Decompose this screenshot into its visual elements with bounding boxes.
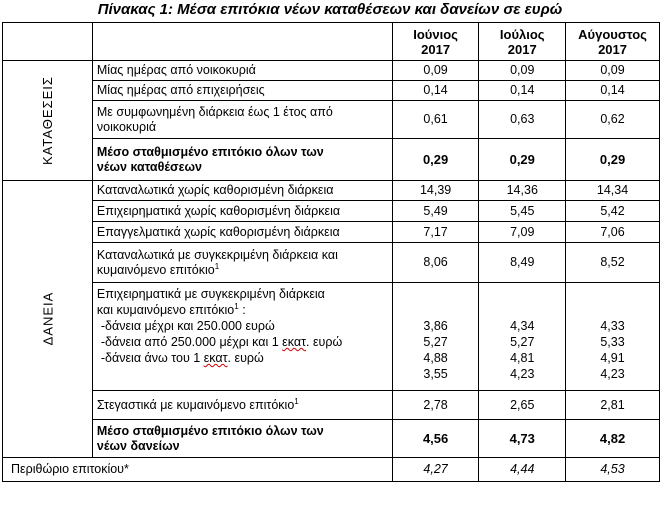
table-row [3,181,660,201]
loans-side-label: ΔΑΝΕΙΑ [3,181,93,458]
value-cell: 3,55 [423,367,448,381]
value-cell: 5,45 [479,201,566,222]
value-cell: 4,33 [600,319,625,333]
value-cell: 14,34 [566,181,660,201]
table-row [3,201,660,222]
row-label: Καταναλωτικά χωρίς καθορισμένη διάρκεια [92,181,392,201]
value-cell: 5,27 [423,335,448,349]
value-cell: 2,65 [479,391,566,420]
value-cell: 5,33 [600,335,625,349]
value-cell: 14,39 [392,181,479,201]
value-cell: 0,14 [479,81,566,101]
value-cell: 2,81 [566,391,660,420]
deposits-side-label: ΚΑΤΑΘΕΣΕΙΣ [3,61,93,181]
row-label: Επαγγελματικά χωρίς καθορισμένη διάρκεια [92,222,392,243]
margin-row [3,458,660,482]
value-cell: 5,42 [566,201,660,222]
value-cell: 14,36 [479,181,566,201]
value-cell: 0,29 [479,139,566,181]
subrow-label: -δάνεια άνω του 1 εκατ. ευρώ [100,351,264,365]
row-label: Επιχειρηματικά χωρίς καθορισμένη διάρκεια [92,201,392,222]
row-label: Στεγαστικά με κυμαινόμενο επιτόκιο$^1$ [92,391,392,420]
table-row [3,139,660,181]
value-stack [479,283,566,391]
value-cell: 2,78 [392,391,479,420]
value-cell: 4,34 [510,319,535,333]
value-cell: 4,82 [566,420,660,458]
corner-cell-label [92,23,392,61]
table-row [3,420,660,458]
corner-cell-side [3,23,93,61]
row-label: Με συμφωνημένη διάρκεια έως 1 έτος από νοικοκυριά [92,101,392,139]
row-label: Περιθώριο επιτοκίου* [3,458,393,482]
table-row [3,101,660,139]
business-loans-group [3,283,660,391]
value-cell: 4,91 [600,351,625,365]
value-cell: 4,27 [392,458,479,482]
value-cell: 0,09 [566,61,660,81]
column-month: Ιούλιος [499,26,545,42]
value-cell: 5,49 [392,201,479,222]
value-cell: 4,88 [423,351,448,365]
value-cell: 0,62 [566,101,660,139]
value-cell: 4,23 [510,367,535,381]
value-cell: 0,09 [392,61,479,81]
value-cell: 7,09 [479,222,566,243]
value-cell: 4,23 [600,367,625,381]
value-stack [392,283,479,391]
row-label: Μίας ημέρας από επιχειρήσεις [92,81,392,101]
row-label: Επιχειρηματικά με συγκεκριμένη διάρκεια και κυμαινόμενο επιτόκιο$^1$ : -δάνεια μέχρι και 250.000 ευρώ -δάνεια από 250.000 μέχρι και 1 εκατ. ευρώ -δάνεια άνω του 1 εκατ. ευρώ [92,283,392,391]
subrow-label: -δάνεια μέχρι και 250.000 ευρώ [100,319,275,333]
subrow-label: -δάνεια από 250.000 μέχρι και 1 εκατ. ευρώ [100,335,343,349]
value-cell: 3,86 [423,319,448,333]
table-row [3,391,660,420]
row-label: Μέσο σταθμισμένο επιτόκιο όλων των νέων δανείων [92,420,392,458]
table-row [3,81,660,101]
row-label: Καταναλωτικά με συγκεκριμένη διάρκεια και κυμαινόμενο επιτόκιο$^1$ [92,243,392,283]
value-cell: 4,44 [479,458,566,482]
header-row [3,23,660,61]
table-row [3,243,660,283]
value-cell: 7,17 [392,222,479,243]
column-header-august [566,23,660,61]
value-cell: 0,29 [566,139,660,181]
table-row [3,222,660,243]
interest-rates-table [2,22,660,482]
column-year: 2017 [507,41,537,57]
value-cell: 0,61 [392,101,479,139]
value-cell: 8,52 [566,243,660,283]
column-year: 2017 [421,41,451,57]
value-cell: 5,27 [510,335,535,349]
value-cell: 0,63 [479,101,566,139]
table-row [3,61,660,81]
value-cell: 0,14 [566,81,660,101]
value-cell: 0,29 [392,139,479,181]
value-cell: 0,14 [392,81,479,101]
column-header-june [392,23,479,61]
value-cell: 4,81 [510,351,535,365]
row-label: Μίας ημέρας από νοικοκυριά [92,61,392,81]
column-header-july [479,23,566,61]
value-cell: 7,06 [566,222,660,243]
column-year: 2017 [598,41,627,57]
value-cell: 4,56 [392,420,479,458]
table-title: Πίνακας 1: Μέσα επιτόκια νέων καταθέσεων και δανείων σε ευρώ [97,1,563,18]
column-month: Ιούνιος [413,26,458,42]
value-cell: 4,73 [479,420,566,458]
value-cell: 8,49 [479,243,566,283]
row-label: Μέσο σταθμισμένο επιτόκιο όλων των νέων καταθέσεων [92,139,392,181]
column-month: Αύγουστος [578,26,647,42]
value-cell: 4,53 [566,458,660,482]
value-cell: 8,06 [392,243,479,283]
value-cell: 0,09 [479,61,566,81]
value-stack [566,283,660,391]
